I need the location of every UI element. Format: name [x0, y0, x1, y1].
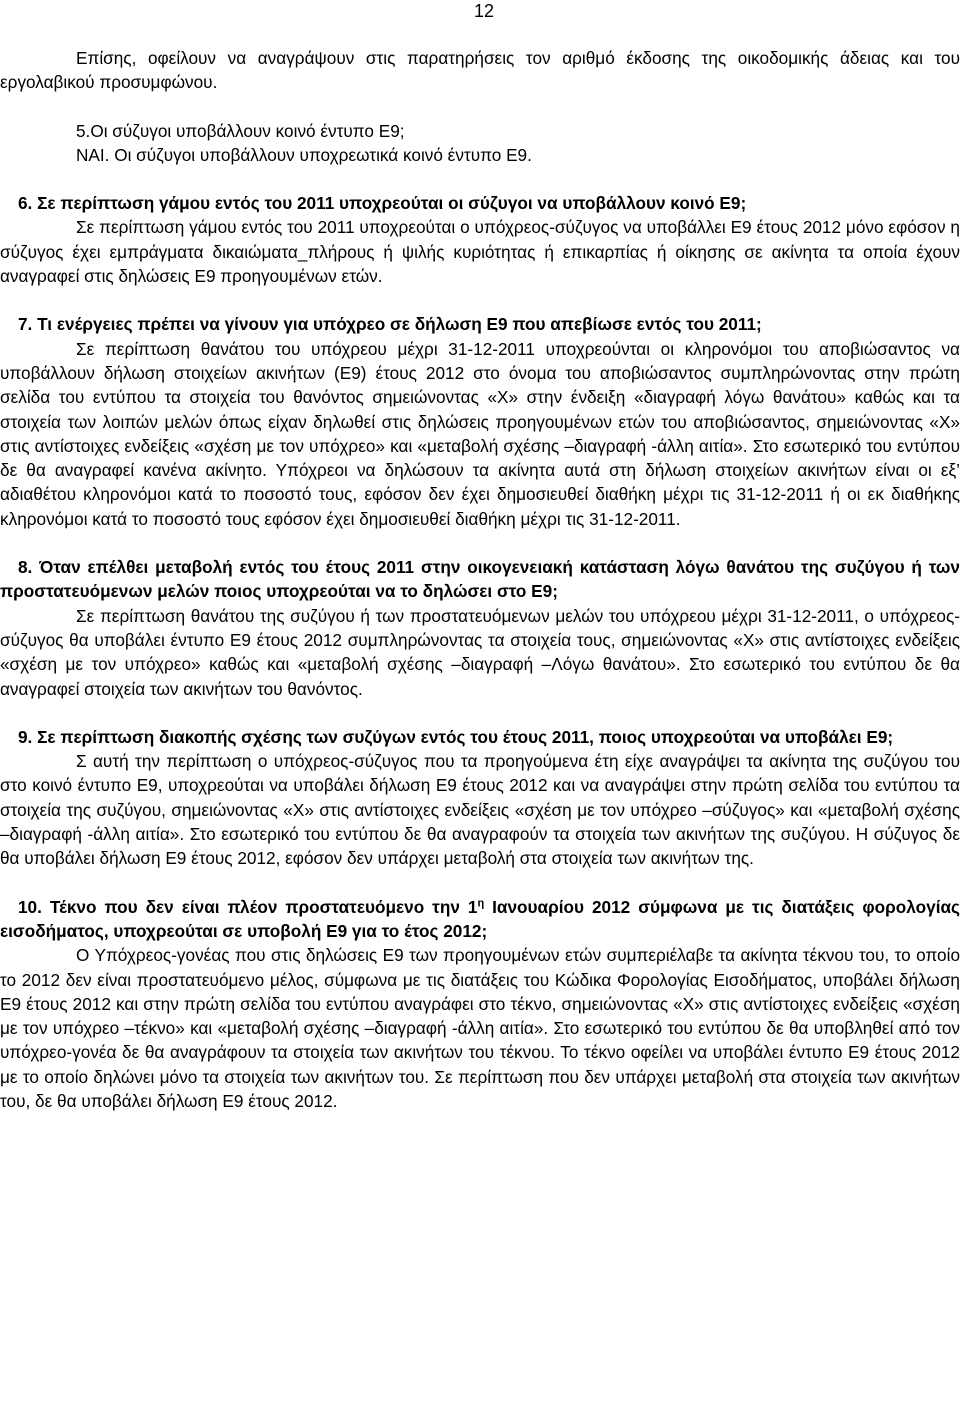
section-8	[0, 555, 960, 701]
section-answer: Σε περίπτωση γάμου εντός του 2011 υποχρεούται ο υπόχρεος-σύζυγος να υποβάλλει Ε9 έτους 2012 μόνο εφόσον η σύζυγος έχει εμπράγματα δικαιώματα_πλήρους ή ψιλής κυριότητας ή επικαρπίας ή οίκησης σε ακίνητα τα οποία έχουν αναγραφεί στις δηλώσεις Ε9 προηγουμένων ετών.	[0, 217, 960, 287]
section-question: 8. Όταν επέλθει μεταβολή εντός του έτους 2011 στην οικογενειακή κατάσταση λόγω θανάτου της συζύγου ή των προστατευόμενων μελών ποιος υποχρεούται να το δηλώσει στο Ε9;	[0, 557, 960, 602]
section-10	[0, 895, 960, 1114]
page-number: 12	[473, 1, 494, 21]
section-9	[0, 725, 960, 871]
ordinal-superscript: η	[477, 896, 485, 909]
intro-paragraph: Επίσης, οφείλουν να αναγράψουν στις παρατηρήσεις τον αριθμό έκδοσης της οικοδομικής άδειας και του εργολαβικού προσυμφώνου.	[0, 48, 960, 93]
question-text-end: Ιανουαρίου 2012 σύμφωνα με τις διατάξεις φορολογίας εισοδήματος, υποχρεούται σε υποβολή Ε9 για το έτος 2012;	[0, 896, 960, 941]
section-question: 5.Οι σύζυγοι υποβάλλουν κοινό έντυπο Ε9;	[76, 120, 405, 141]
question-text-start: 10. Τέκνο που δεν είναι πλέον προστατευόμενο την 1	[18, 896, 478, 917]
section-6	[0, 191, 960, 288]
section-answer: Ο Υπόχρεος-γονέας που στις δηλώσεις Ε9 των προηγουμένων ετών συμπεριέλαβε τα ακίνητα τέκνου του, το οποίο το 2012 δεν είναι προστατευόμενο μέλος, σύμφωνα με τις διατάξεις του Κώδικα Φορολογίας Εισοδήματος, υποβάλει δήλωση Ε9 έτους 2012 και στην πρώτη σελίδα του εντύπου αναγράφει στο τέκνο, σημειώνοντας «Χ» στις αντίστοιχες ενδείξεις «σχέση με τον υπόχρεο –τέκνο» και «μεταβολή σχέσης –διαγραφή -άλλη αιτία». Στο εσωτερικό του εντύπου δε θα υποβληθεί από τον υπόχρεο-γονέα δε θα αναγράφουν τα στοιχεία των ακινήτων του τέκνου. Το τέκνο οφείλει να υποβάλει έντυπο Ε9 έτους 2012 με το οποίο δηλώνει μόνο τα στοιχεία των ακινήτων του. Σε περίπτωση που δεν υπάρχει μεταβολή στα στοιχεία των ακινήτων του, δε θα υποβάλει δήλωση Ε9 έτους 2012.	[0, 945, 960, 1111]
section-question: 7. Τι ενέργειες πρέπει να γίνουν για υπόχρεο σε δήλωση Ε9 που απεβίωσε εντός του 2011;	[18, 314, 762, 335]
section-answer: Σε περίπτωση θανάτου του υπόχρεου μέχρι 31-12-2011 υποχρεούνται οι κληρονόμοι του αποβιώσαντος να υποβάλλουν δήλωση στοιχείων ακινήτων (Ε9) έτους 2012 στο όνομα του αποβιώσαντος συμπληρώνοντας στην πρώτη σελίδα του εντύπου τα στοιχεία του θανόντος σημειώνοντας «Χ» στην ένδειξη «διαγραφή λόγω θανάτου» καθώς και τα στοιχεία των λοιπών μελών όπως είχαν δηλωθεί στις δηλώσεις προηγουμένων ετών του αποβιώσαντος, σημειώνοντας «Χ» στις αντίστοιχες ενδείξεις «σχέση με τον υπόχρεο» και «μεταβολή σχέσης –διαγραφή -άλλη αιτία». Στο εσωτερικό του εντύπου δε θα αναγραφεί κανένα ακίνητο. Υπόχρεοι να δηλώσουν τα ακίνητα αυτά στη δήλωση στοιχείων ακινήτων είναι οι εξ’ αδιαθέτου κληρονόμοι κατά το ποσοστό τους, εφόσον δεν έχει δημοσιευθεί διαθήκη μέχρι τις 31-12-2011 ή οι εκ διαθήκης κληρονόμοι κατά το ποσοστό τους εφόσον έχει δημοσιευθεί διαθήκη μέχρι τις 31-12-2011.	[0, 338, 960, 529]
section-answer: Σε περίπτωση θανάτου της συζύγου ή των προστατευόμενων μελών του υπόχρεου μέχρι 31-12-2011, ο υπόχρεος-σύζυγος θα υποβάλει έντυπο Ε9 έτους 2012 συμπληρώνοντας τα στοιχεία τους, σημειώνοντας «Χ» στις αντίστοιχες ενδείξεις «σχέση με τον υπόχρεο» καθώς και «μεταβολή σχέσης –διαγραφή –Λόγω θανάτου». Στο εσωτερικό του εντύπου δε θα αναγραφεί στοιχεία των ακινήτων του θανόντος.	[0, 605, 960, 699]
section-answer: Σ αυτή την περίπτωση ο υπόχρεος-σύζυγος που τα προηγούμενα έτη είχε αναγράψει τα ακίνητα της συζύγου του στο κοινό έντυπο Ε9, υποχρεούται να υποβάλει δήλωση Ε9 έτους 2012 και να αναγράψει στην πρώτη σελίδα του εντύπου τα στοιχεία της συζύγου, σημειώνοντας «Χ» στις αντίστοιχες ενδείξεις «σχέση με τον υπόχρεο –σύζυγος» και «μεταβολή σχέσης –διαγραφή -άλλη αιτία». Στο εσωτερικό του εντύπου δε θα αναγραφούν τα στοιχεία των ακινήτων της συζύγου. Η σύζυγος δε θα υποβάλει δήλωση Ε9 έτους 2012, εφόσον δεν υπάρχει μεταβολή στα στοιχεία των ακινήτων της.	[0, 751, 960, 869]
section-answer: ΝΑΙ. Οι σύζυγοι υποβάλλουν υποχρεωτικά κοινό έντυπο Ε9.	[76, 144, 532, 165]
section-7	[0, 312, 960, 531]
section-question	[0, 895, 960, 944]
section-question: 6. Σε περίπτωση γάμου εντός του 2011 υποχρεούται οι σύζυγοι να υποβάλλουν κοινό Ε9;	[18, 193, 747, 214]
section-question: 9. Σε περίπτωση διακοπής σχέσης των συζύγων εντός του έτους 2011, ποιος υποχρεούται να υποβάλει Ε9;	[18, 726, 894, 747]
document-body	[0, 46, 960, 1137]
section-5	[0, 119, 960, 168]
